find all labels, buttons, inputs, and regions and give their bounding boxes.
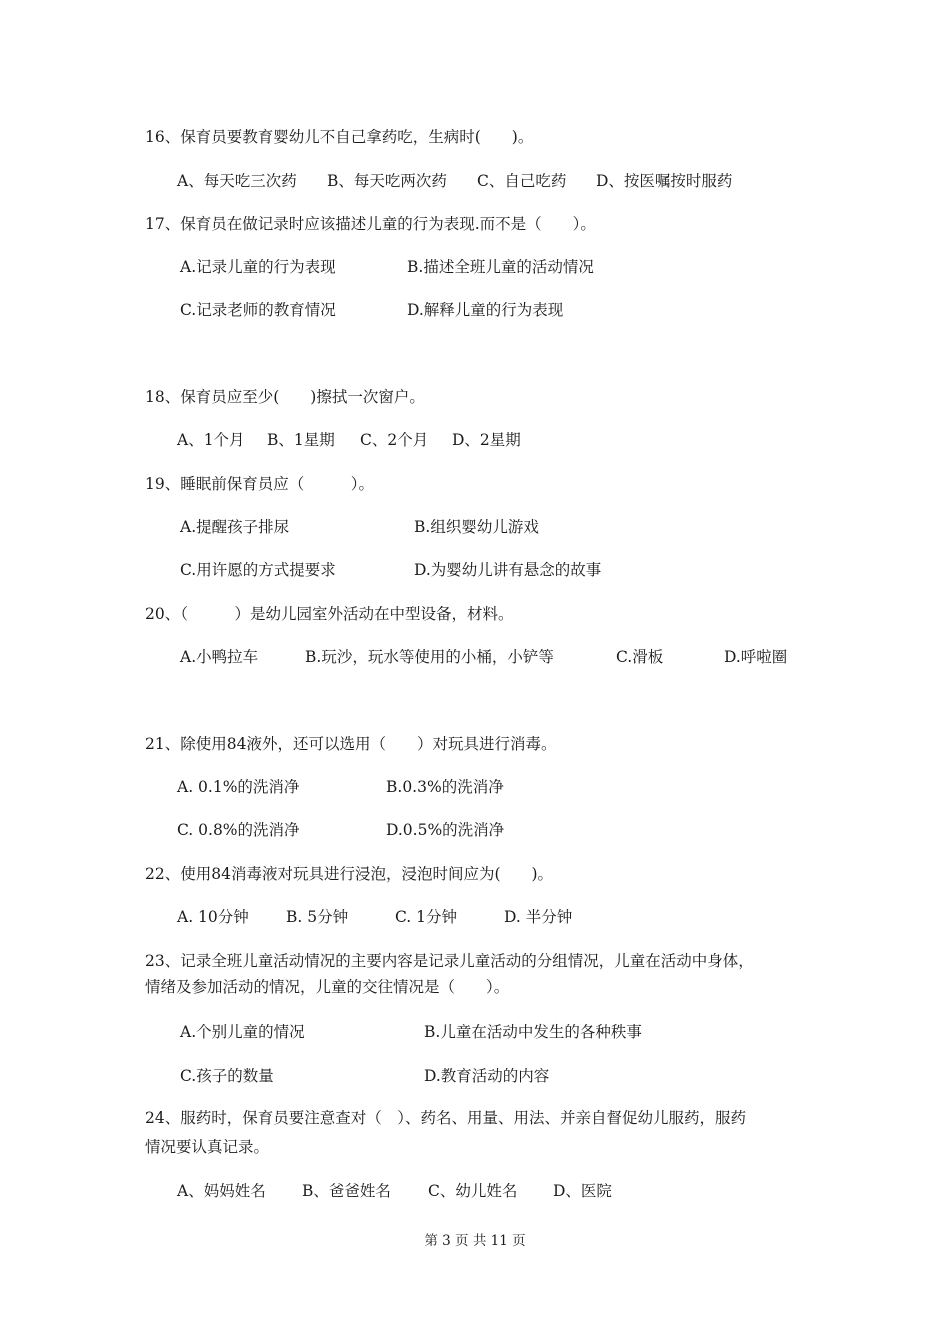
question-21-stem: 21、除使用84液外，还可以选用（ ）对玩具进行消毒。 bbox=[145, 735, 557, 753]
question-16-option-a: A、每天吃三次药 bbox=[177, 172, 297, 190]
question-17-option-d: D.解释儿童的行为表现 bbox=[407, 301, 564, 319]
question-24-stem-line-2: 情况要认真记录。 bbox=[145, 1138, 270, 1156]
question-19-stem: 19、睡眠前保育员应（ ）。 bbox=[145, 475, 374, 493]
question-22-option-d: D. 半分钟 bbox=[504, 908, 573, 926]
question-18-stem: 18、保育员应至少( )擦拭一次窗户。 bbox=[145, 388, 425, 406]
question-23-stem-line-2: 情绪及参加活动的情况，儿童的交往情况是（ ）。 bbox=[145, 978, 510, 996]
question-18-option-a: A、1个月 bbox=[177, 431, 245, 449]
question-21-option-a: A. 0.1%的洗消净 bbox=[177, 778, 300, 796]
question-23-stem-line-1: 23、记录全班儿童活动情况的主要内容是记录儿童活动的分组情况，儿童在活动中身体， bbox=[145, 952, 754, 970]
question-20-stem: 20、（ ）是幼儿园室外活动在中型设备，材料。 bbox=[145, 605, 514, 623]
question-24-option-b: B、爸爸姓名 bbox=[302, 1182, 391, 1200]
question-23-option-b: B.儿童在活动中发生的各种秩事 bbox=[424, 1023, 642, 1041]
question-20-option-c: C.滑板 bbox=[616, 648, 664, 666]
question-22-option-c: C. 1分钟 bbox=[395, 908, 458, 926]
question-18-option-d: D、2星期 bbox=[452, 431, 521, 449]
question-16-option-c: C、自己吃药 bbox=[477, 172, 567, 190]
question-17-option-a: A.记录儿童的行为表现 bbox=[180, 258, 336, 276]
question-22-option-b: B. 5分钟 bbox=[286, 908, 349, 926]
question-24-option-a: A、妈妈姓名 bbox=[177, 1182, 266, 1200]
question-21-option-c: C. 0.8%的洗消净 bbox=[177, 821, 300, 839]
question-20-option-b: B.玩沙，玩水等使用的小桶，小铲等 bbox=[305, 648, 554, 666]
question-19-option-b: B.组织婴幼儿游戏 bbox=[414, 518, 539, 536]
page-number-footer: 第 3 页 共 11 页 bbox=[424, 1233, 526, 1249]
question-19-option-a: A.提醒孩子排尿 bbox=[180, 518, 290, 536]
question-19-option-d: D.为婴幼儿讲有悬念的故事 bbox=[414, 561, 602, 579]
question-17-option-c: C.记录老师的教育情况 bbox=[180, 301, 336, 319]
question-20-option-d: D.呼啦圈 bbox=[724, 648, 788, 666]
question-24-stem-line-1: 24、服药时，保育员要注意查对（ ）、药名、用量、用法、并亲自督促幼儿服药，服药 bbox=[145, 1109, 746, 1127]
question-17-option-b: B.描述全班儿童的活动情况 bbox=[407, 258, 594, 276]
question-16-stem: 16、保育员要教育婴幼儿不自己拿药吃，生病时( )。 bbox=[145, 128, 534, 146]
question-22-option-a: A. 10分钟 bbox=[177, 908, 249, 926]
question-19-option-c: C.用许愿的方式提要求 bbox=[180, 561, 336, 579]
question-20-option-a: A.小鸭拉车 bbox=[180, 648, 259, 666]
question-23-option-c: C.孩子的数量 bbox=[180, 1067, 274, 1085]
question-21-option-b: B.0.3%的洗消净 bbox=[386, 778, 504, 796]
question-18-option-c: C、2个月 bbox=[360, 431, 429, 449]
question-18-option-b: B、1星期 bbox=[267, 431, 335, 449]
question-24-option-c: C、幼儿姓名 bbox=[428, 1182, 518, 1200]
question-16-option-b: B、每天吃两次药 bbox=[327, 172, 447, 190]
question-21-option-d: D.0.5%的洗消净 bbox=[386, 821, 505, 839]
question-23-option-d: D.教育活动的内容 bbox=[424, 1067, 550, 1085]
question-24-option-d: D、医院 bbox=[553, 1182, 612, 1200]
question-17-stem: 17、保育员在做记录时应该描述儿童的行为表现.而不是（ ）。 bbox=[145, 215, 596, 233]
question-22-stem: 22、使用84消毒液对玩具进行浸泡，浸泡时间应为( )。 bbox=[145, 865, 554, 883]
question-23-option-a: A.个别儿童的情况 bbox=[180, 1023, 305, 1041]
question-16-option-d: D、按医嘱按时服药 bbox=[596, 172, 733, 190]
